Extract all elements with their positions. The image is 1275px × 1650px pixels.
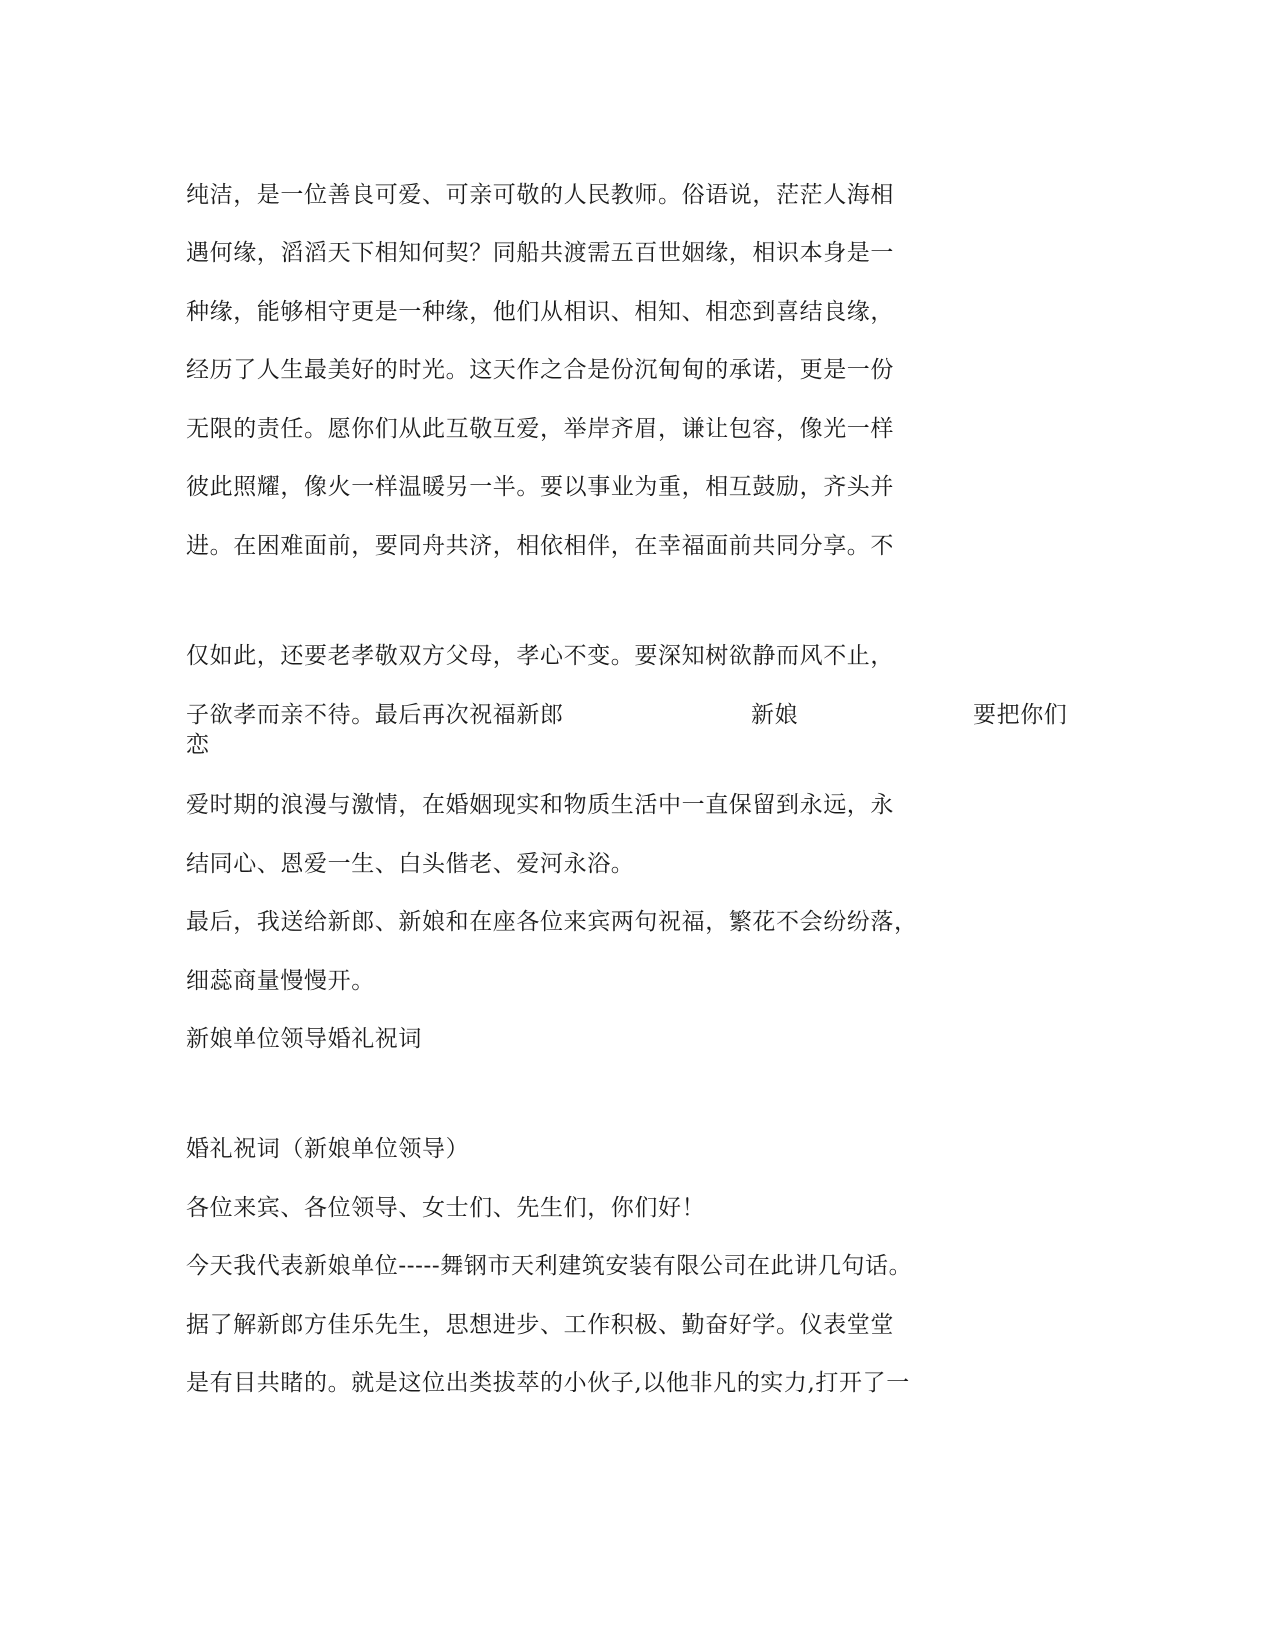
paragraph-line: 是有目共睹的。就是这位出类拔萃的小伙子,以他非凡的实力,打开了一: [186, 1370, 910, 1396]
paragraph-line: 进。在困难面前，要同舟共济，相依相伴，在幸福面前共同分享。不: [186, 533, 894, 559]
paragraph-line: 今天我代表新娘单位-----舞钢市天利建筑安装有限公司在此讲几句话。: [186, 1253, 913, 1279]
paragraph-line: 无限的责任。愿你们从此互敬互爱，举岸齐眉，谦让包容，像光一样: [186, 416, 894, 442]
paragraph-line: 仅如此，还要老孝敬双方父母，孝心不变。要深知树欲静而风不止，: [186, 643, 894, 669]
split-line-part1: 子欲孝而亲不待。最后再次祝福新郎: [186, 702, 564, 728]
paragraph-line: 爱时期的浪漫与激情，在婚姻现实和物质生活中一直保留到永远，永: [186, 792, 894, 818]
paragraph-line: 遇何缘，滔滔天下相知何契？同船共渡需五百世姻缘，相识本身是一: [186, 240, 894, 266]
split-line-part2: 新娘: [751, 702, 799, 728]
paragraph-line: 结同心、恩爱一生、白头偕老、爱河永浴。: [186, 851, 635, 877]
speech-title: 婚礼祝词（新娘单位领导）: [186, 1136, 470, 1162]
paragraph-line: 纯洁，是一位善良可爱、可亲可敬的人民教师。俗语说，茫茫人海相: [186, 182, 894, 208]
paragraph-line: 种缘，能够相守更是一种缘，他们从相识、相知、相恋到喜结良缘，: [186, 299, 894, 325]
paragraph-line: 经历了人生最美好的时光。这天作之合是份沉甸甸的承诺，更是一份: [186, 357, 894, 383]
paragraph-line: 据了解新郎方佳乐先生，思想进步、工作积极、勤奋好学。仪表堂堂: [186, 1312, 894, 1338]
split-line-part3: 要把你们: [973, 702, 1068, 728]
paragraph-line: 细蕊商量慢慢开。: [186, 968, 375, 994]
paragraph-line: 彼此照耀，像火一样温暖另一半。要以事业为重，相互鼓励，齐头并: [186, 474, 894, 500]
greeting-line: 各位来宾、各位领导、女士们、先生们，你们好！: [186, 1195, 706, 1221]
split-line-wrap: 恋: [186, 732, 210, 758]
paragraph-line: 最后，我送给新郎、新娘和在座各位来宾两句祝福，繁花不会纷纷落，: [186, 909, 918, 935]
section-heading: 新娘单位领导婚礼祝词: [186, 1026, 422, 1052]
